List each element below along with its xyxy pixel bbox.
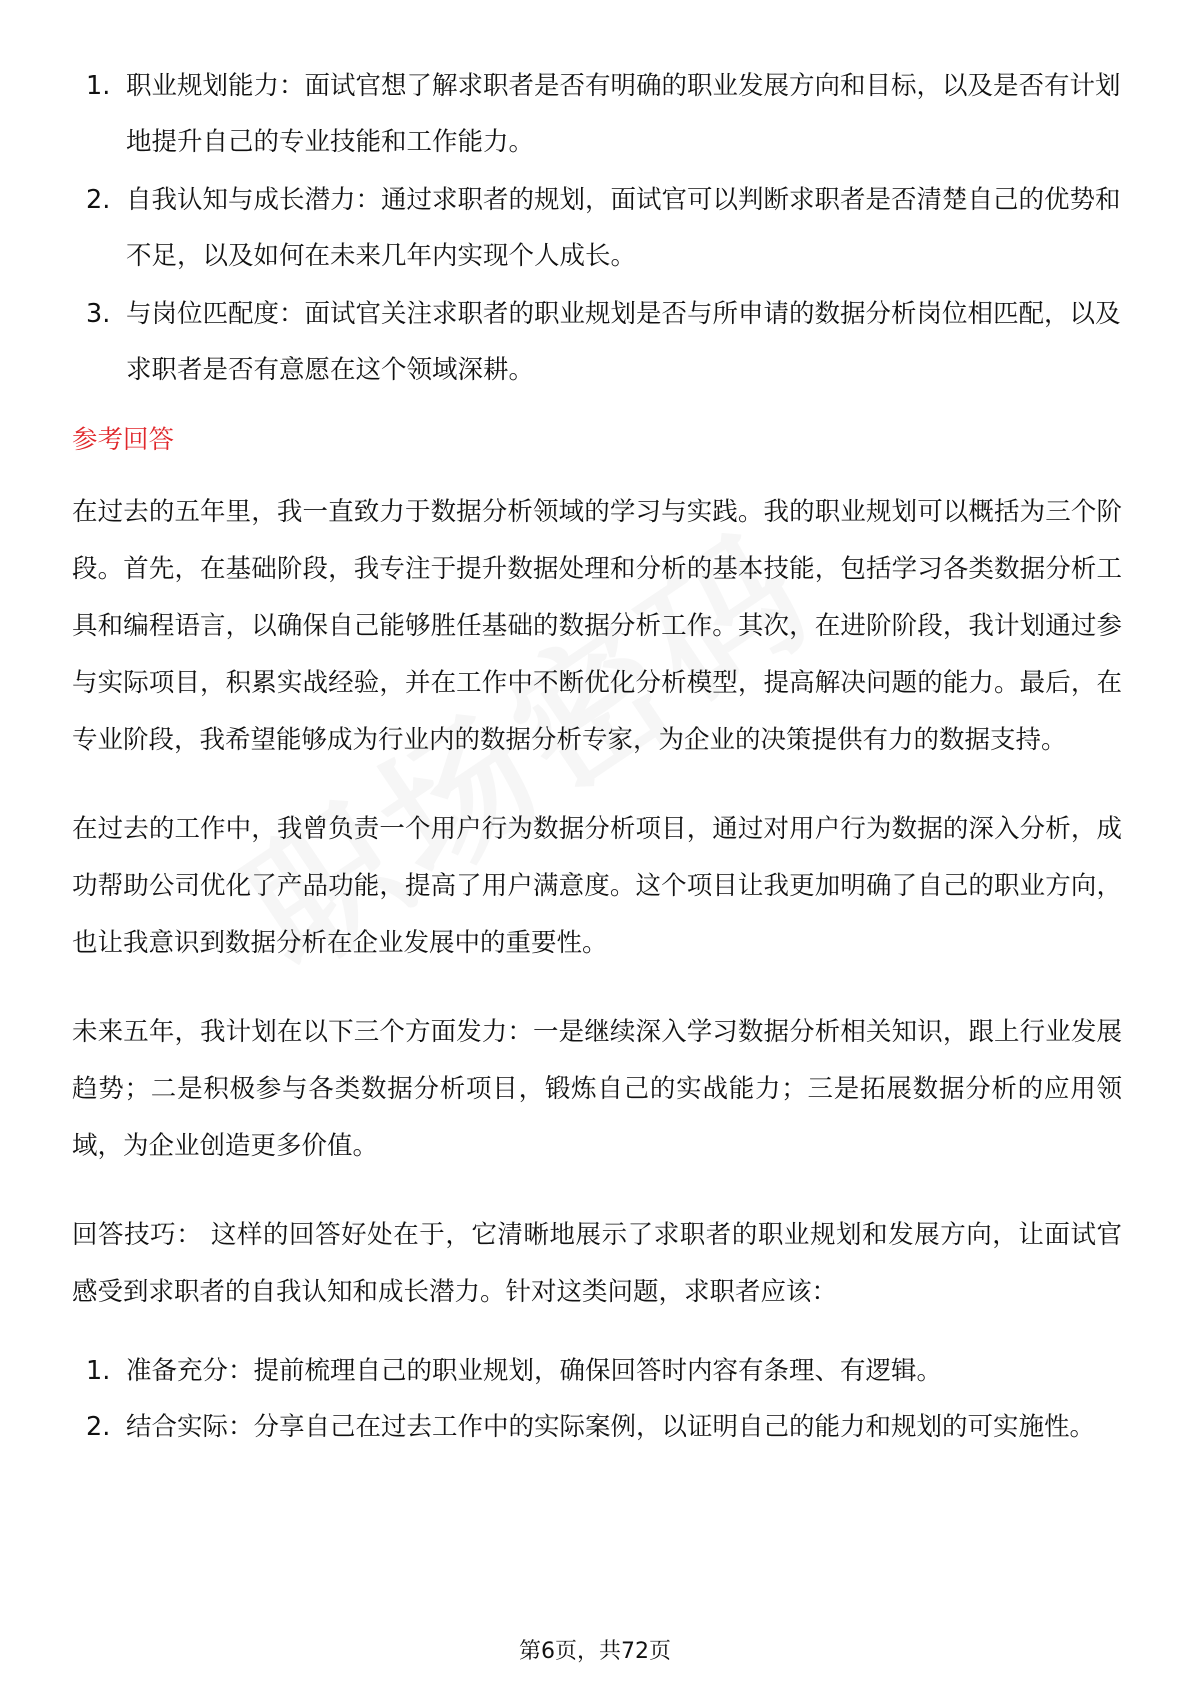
list-text: 准备充分：提前梳理自己的职业规划，确保回答时内容有条理、有逻辑。 bbox=[126, 1356, 943, 1386]
list-text: 与岗位匹配度：面试官关注求职者的职业规划是否与所申请的数据分析岗位相匹配，以及求职者是否有意愿在这个领域深耕。 bbox=[126, 299, 1121, 385]
list-text: 结合实际：分享自己在过去工作中的实际案例，以证明自己的能力和规划的可实施性。 bbox=[126, 1412, 1096, 1442]
answer-paragraph: 未来五年，我计划在以下三个方面发力：一是继续深入学习数据分析相关知识，跟上行业发展趋势；二是积极参与各类数据分析项目，锻炼自己的实战能力；三是拓展数据分析的应用领域，为企业创造更多价值。 bbox=[72, 1017, 1122, 1161]
answer-tips: 回答技巧： 这样的回答好处在于，它清晰地展示了求职者的职业规划和发展方向，让面试官感受到求职者的自我认知和成长潜力。针对这类问题，求职者应该： bbox=[72, 1220, 1122, 1307]
list-item bbox=[72, 286, 1122, 398]
answer-paragraph: 在过去的工作中，我曾负责一个用户行为数据分析项目，通过对用户行为数据的深入分析，成功帮助公司优化了产品功能，提高了用户满意度。这个项目让我更加明确了自己的职业方向，也让我意识到数据分析在企业发展中的重要性。 bbox=[72, 814, 1122, 958]
answer-paragraph: 在过去的五年里，我一直致力于数据分析领域的学习与实践。我的职业规划可以概括为三个阶段。首先，在基础阶段，我专注于提升数据处理和分析的基本技能，包括学习各类数据分析工具和编程语言，以确保自己能够胜任基础的数据分析工作。其次，在进阶阶段，我计划通过参与实际项目，积累实战经验，并在工作中不断优化分析模型，提高解决问题的能力。最后，在专业阶段，我希望能够成为行业内的数据分析专家，为企业的决策提供有力的数据支持。 bbox=[72, 497, 1122, 755]
list-text: 职业规划能力：面试官想了解求职者是否有明确的职业发展方向和目标，以及是否有计划地提升自己的专业技能和工作能力。 bbox=[126, 71, 1121, 157]
list-item bbox=[72, 172, 1122, 284]
page-content bbox=[72, 58, 1122, 1455]
list-item bbox=[72, 1399, 1122, 1455]
list-item bbox=[72, 58, 1122, 170]
tips-list bbox=[72, 1343, 1122, 1455]
list-number: 1. bbox=[86, 71, 111, 101]
list-item bbox=[72, 1343, 1122, 1399]
page-footer: 第6页，共72页 bbox=[519, 1639, 671, 1664]
list-number: 1. bbox=[86, 1356, 111, 1386]
list-number: 2. bbox=[86, 185, 111, 215]
list-number: 2. bbox=[86, 1412, 111, 1442]
evaluation-points-list bbox=[72, 58, 1122, 398]
list-text: 自我认知与成长潜力：通过求职者的规划，面试官可以判断求职者是否清楚自己的优势和不足，以及如何在未来几年内实现个人成长。 bbox=[126, 185, 1121, 271]
section-heading: 参考回答 bbox=[72, 425, 175, 455]
list-number: 3. bbox=[86, 299, 111, 329]
